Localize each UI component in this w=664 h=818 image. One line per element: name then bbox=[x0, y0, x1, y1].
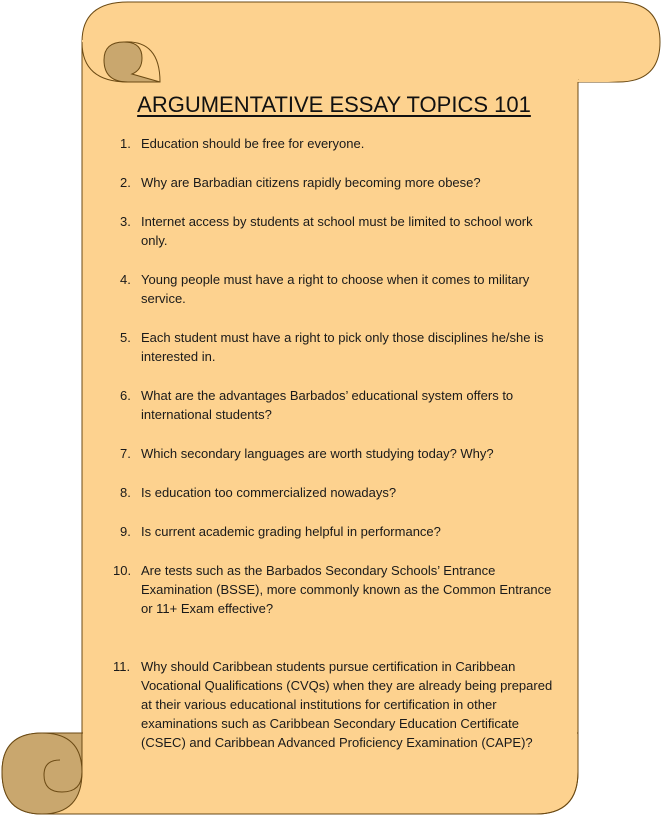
item-number: 2. bbox=[120, 175, 131, 190]
list-item bbox=[108, 483, 560, 502]
item-text: Which secondary languages are worth studying today? Why? bbox=[141, 446, 494, 461]
item-text: Education should be free for everyone. bbox=[141, 136, 365, 151]
item-text: Each student must have a right to pick only those disciplines he/she is interested in. bbox=[141, 330, 544, 364]
item-text: Is current academic grading helpful in performance? bbox=[141, 524, 441, 539]
item-number: 11. bbox=[113, 659, 131, 674]
scroll-bottom-curl bbox=[2, 733, 82, 814]
list-item bbox=[108, 173, 560, 192]
item-number: 7. bbox=[120, 446, 131, 461]
item-text: Internet access by students at school must be limited to school work only. bbox=[141, 214, 533, 248]
item-number: 3. bbox=[120, 214, 131, 229]
item-text: What are the advantages Barbados’ educational system offers to international students? bbox=[141, 388, 514, 422]
item-text: Why are Barbadian citizens rapidly becoming more obese? bbox=[141, 175, 481, 190]
item-text: Why should Caribbean students pursue certification in Caribbean Vocational Qualifications (CVQs) when they are already being prepared at their various educational institutions for certification in other examinations such as Caribbean Secondary Education Certificate (CSEC) and Caribbean Advanced Proficiency Examination (CAPE)? bbox=[141, 659, 553, 750]
item-number: 5. bbox=[120, 330, 131, 345]
topics-list bbox=[108, 134, 560, 752]
list-item bbox=[108, 270, 560, 308]
scroll-content bbox=[108, 88, 560, 752]
list-item bbox=[108, 522, 560, 541]
item-number: 10. bbox=[113, 563, 132, 578]
item-number: 1. bbox=[120, 136, 131, 151]
page-title: ARGUMENTATIVE ESSAY TOPICS 101 bbox=[137, 92, 531, 117]
item-number: 4. bbox=[120, 272, 131, 287]
item-number: 8. bbox=[120, 485, 131, 500]
item-text: Are tests such as the Barbados Secondary Schools’ Entrance Examination (BSSE), more commonly known as the Common Entrance or 11+ Exam effective? bbox=[141, 563, 552, 616]
list-item bbox=[108, 561, 560, 618]
item-text: Young people must have a right to choose when it comes to military service. bbox=[141, 272, 530, 306]
item-number: 9. bbox=[120, 524, 131, 539]
list-item bbox=[108, 134, 560, 153]
item-number: 6. bbox=[120, 388, 131, 403]
list-item bbox=[108, 657, 560, 752]
item-text: Is education too commercialized nowadays? bbox=[141, 485, 397, 500]
list-item bbox=[108, 212, 560, 250]
list-item bbox=[108, 386, 560, 424]
list-item bbox=[108, 444, 560, 463]
list-item bbox=[108, 328, 560, 366]
